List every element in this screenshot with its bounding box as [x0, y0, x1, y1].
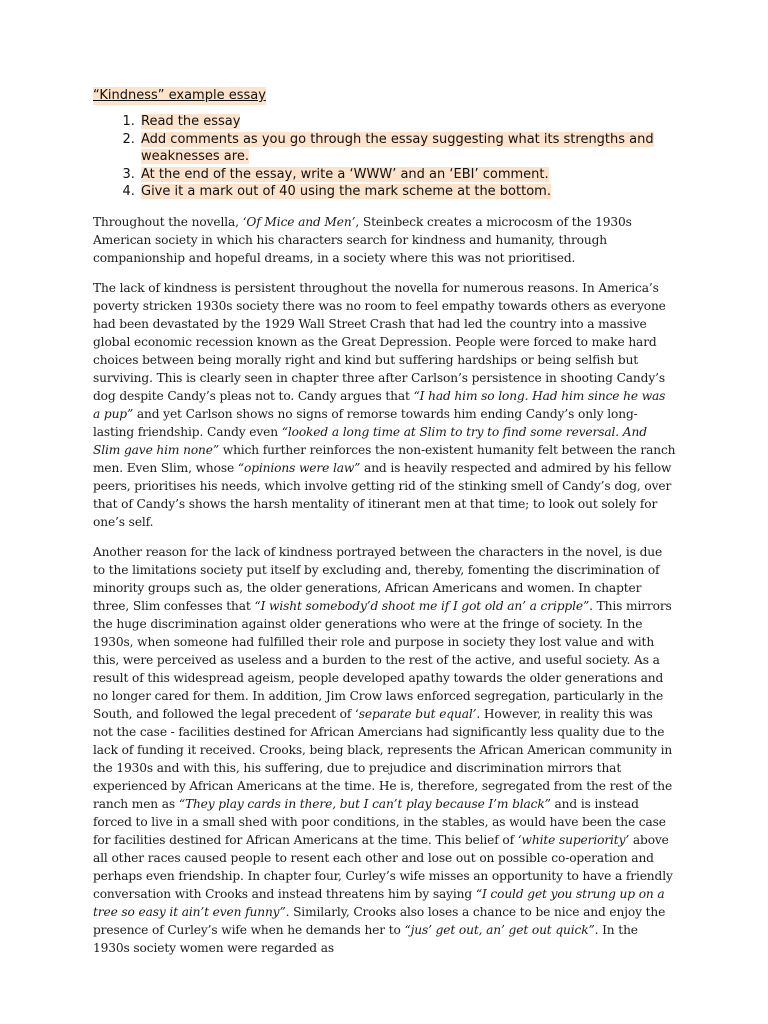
instruction-item: 2. Add comments as you go through the essay suggesting what its strengths and weaknesses are. [139, 131, 676, 166]
instruction-item: 4. Give it a mark out of 40 using the mark scheme at the bottom. [139, 183, 676, 201]
essay-paragraph-intro [93, 213, 676, 267]
quotation-text: “I wisht somebody’d shoot me if I got old an’ a cripple” [254, 598, 590, 613]
body-text: and is instead forced to live in a small shed with poor conditions, in the stables, as would have been the case for facilities destined for African Americans at the time. This belief of [93, 796, 666, 847]
quotation-text: “jus’ get out, an’ get out quick” [404, 922, 595, 937]
body-text: . In the 1930s society women were regarded as [93, 922, 638, 955]
essay-paragraph-kindness-reasons [93, 279, 676, 531]
body-text: . This mirrors the huge discrimination against older generations who were at the fringe of society. In the 1930s, when someone had fulfilled their role and purpose in society they lost value and with this, were perceived as useless and a burden to the rest of the active, and useful society. As a result of this widespread ageism, people developed apathy towards the older generations and no longer cared for them. In addition, Jim Crow laws enforced segregation, particularly in the South, and followed the legal precedent of [93, 598, 672, 721]
body-text: and is heavily respected and admired by his fellow peers, prioritises his needs, which involve getting rid of the stinking smell of Candy’s dog, over that of Candy’s shows the harsh mentality of itinerant men at that time; to look out solely for one’s self. [93, 460, 672, 529]
instruction-item: 3. At the end of the essay, write a ‘WWW’ and an ‘EBI’ comment. [139, 166, 676, 184]
quotation-text: ‘separate but equal’ [354, 706, 477, 721]
body-text: The lack of kindness is persistent throughout the novella for numerous reasons. In America’s poverty stricken 1930s society there was no room to feel empathy towards others as everyone had been devastated by the 1929 Wall Street Crash that had led the country into a massive global economic recession known as the Great Depression. People were forced to make hard choices between being morally right and kind but suffering hardships or being selfish but surviving. This is clearly seen in chapter three after Carlson’s persistence in shooting Candy’s dog despite Candy’s pleas not to. Candy argues that [93, 280, 666, 403]
quotation-text: “looked a long time at Slim to try to find some reversal. And Slim gave him none” [93, 424, 647, 457]
body-text: above all other races caused people to resent each other and lose out on possible co-operation and perhaps even friendship. In chapter four, Curley’s wife misses an opportunity to have a friendly conversation with Crooks and instead threatens him by saying [93, 832, 673, 901]
body-text: and yet Carlson shows no signs of remorse towards him ending Candy’s only long-lasting friendship. Candy even [93, 406, 638, 439]
quotation-text: ‘Of Mice and Men’ [242, 214, 356, 229]
body-text: which further reinforces the non-existent humanity felt between the ranch men. Even Slim, whose [93, 442, 676, 475]
quotation-text: “opinions were law” [237, 460, 361, 475]
body-text: Throughout the novella, [93, 214, 243, 229]
body-text: Another reason for the lack of kindness portrayed between the characters in the novel, is due to the limitations society put itself by excluding and, thereby, fomenting the discrimination of minority groups such as, the older generations, African Americans and women. In chapter three, Slim confesses that [93, 544, 663, 613]
quotation-text: “I could get you strung up on a tree so easy it ain’t even funny” [93, 886, 665, 919]
instruction-list [93, 113, 676, 201]
instruction-item: 1. Read the essay [139, 113, 676, 131]
body-text: . Similarly, Crooks also loses a chance to be nice and enjoy the presence of Curley’s wife when he demands her to [93, 904, 666, 937]
body-text: . However, in reality this was not the case - facilities destined for African Amercians had significantly less quality due to the lack of funding it received. Crooks, being black, represents the African American community in the 1930s and with this, his suffering, due to prejudice and discrimination mirrors that experienced by African Americans at the time. He is, therefore, segregated from the rest of the ranch men as [93, 706, 673, 811]
quotation-text: “I had him so long. Had him since he was a pup” [93, 388, 666, 421]
quotation-text: “They play cards in there, but I can’t play because I’m black” [178, 796, 551, 811]
essay-paragraph-discrimination [93, 543, 676, 957]
quotation-text: ‘white superiority’ [517, 832, 630, 847]
body-text: , Steinbeck creates a microcosm of the 1930s American society in which his characters search for kindness and humanity, through companionship and hopeful dreams, in a society where this was not prioritised. [93, 214, 632, 265]
essay-heading: “Kindness” example essay [93, 88, 266, 103]
